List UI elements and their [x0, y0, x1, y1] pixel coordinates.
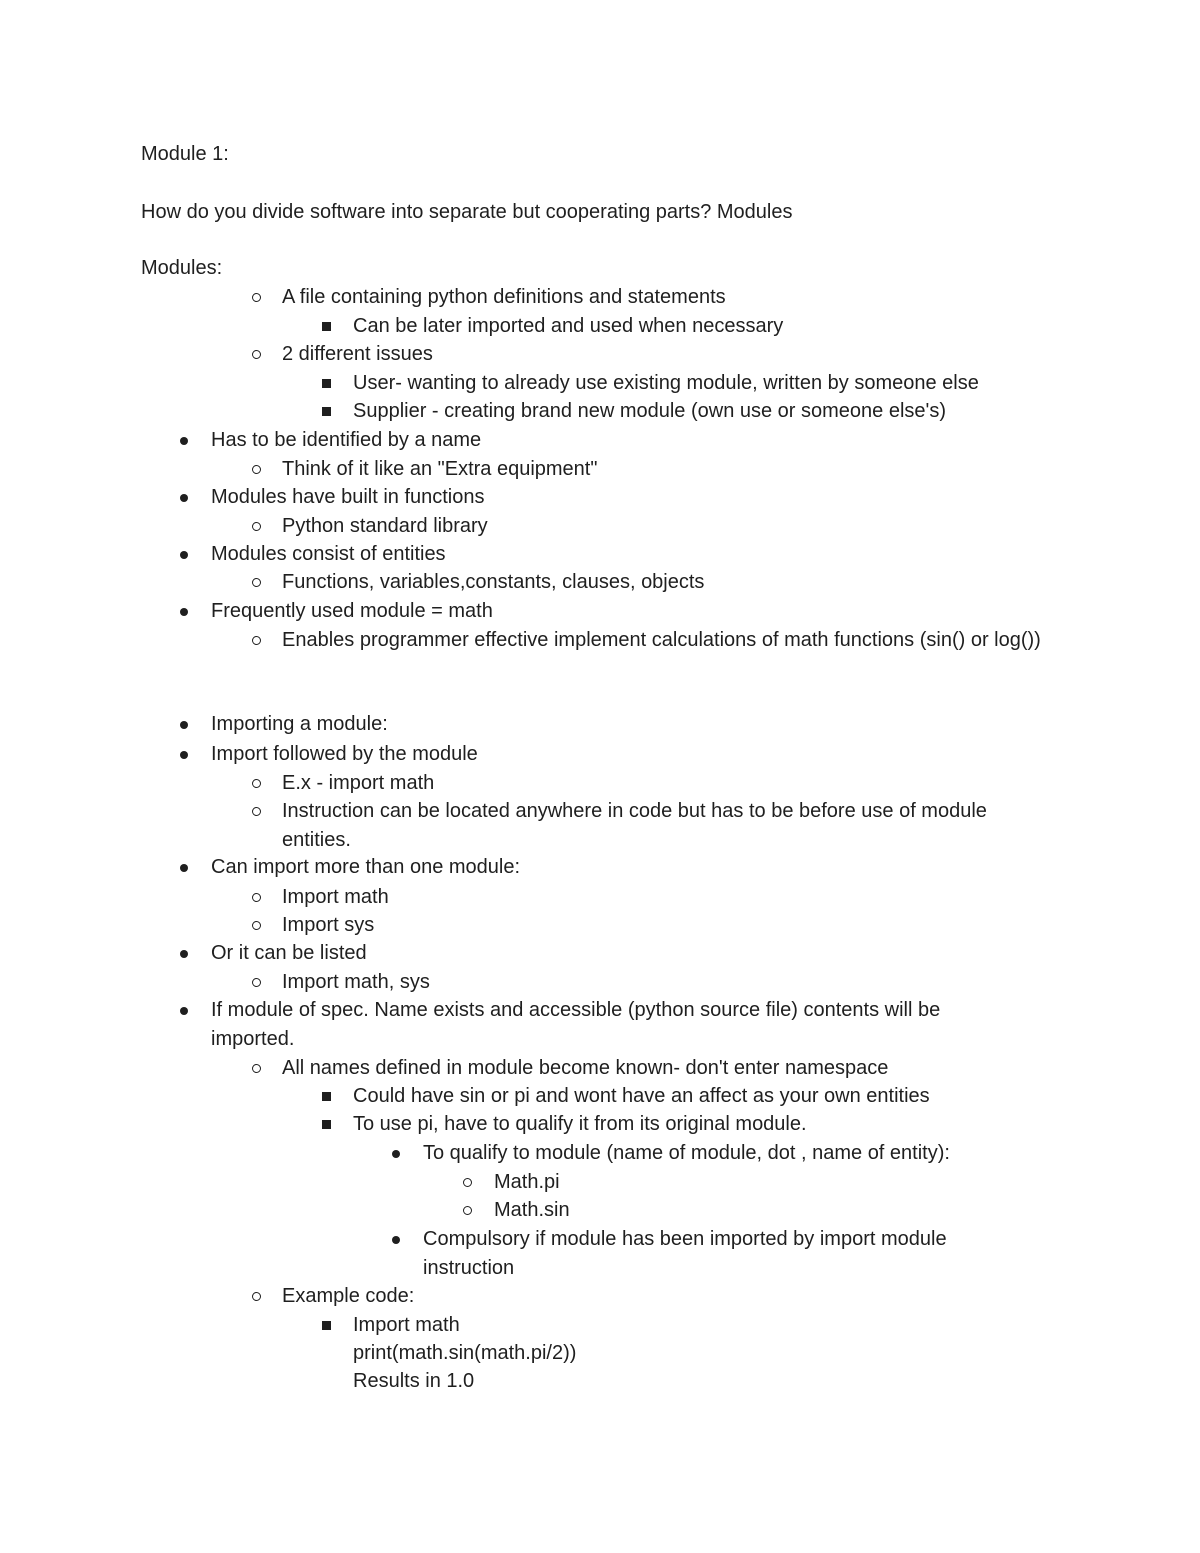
list-item: Importing a module:: [211, 713, 388, 735]
disc-bullet-icon: [174, 939, 194, 967]
list-item: Compulsory if module has been imported by import module instruction: [423, 1228, 947, 1279]
list-item: 2 different issues: [282, 343, 433, 365]
square-bullet-icon: [316, 312, 336, 340]
circle-bullet-icon: [246, 340, 266, 368]
circle-bullet-icon: [246, 568, 266, 596]
circle-bullet-icon: [457, 1168, 477, 1196]
disc-bullet-icon: [174, 740, 194, 768]
list-item: Supplier - creating brand new module (own use or someone else's): [353, 400, 947, 422]
disc-bullet-icon: [174, 853, 194, 881]
disc-bullet-icon: [174, 597, 194, 625]
disc-bullet-icon: [174, 540, 194, 568]
list-item: Example code:: [282, 1285, 415, 1307]
circle-bullet-icon: [246, 512, 266, 540]
code-line: print(math.sin(math.pi/2)): [353, 1342, 577, 1364]
disc-bullet-icon: [174, 996, 194, 1024]
circle-bullet-icon: [246, 283, 266, 311]
square-bullet-icon: [316, 397, 336, 425]
list-item: Import math: [353, 1314, 460, 1336]
list-item: Math.pi: [494, 1171, 560, 1193]
list-item: Math.sin: [494, 1199, 570, 1221]
circle-bullet-icon: [457, 1196, 477, 1224]
modules-heading: Modules:: [141, 257, 223, 279]
intro-question: How do you divide software into separate but cooperating parts? Modules: [141, 201, 793, 223]
circle-bullet-icon: [246, 968, 266, 996]
circle-bullet-icon: [246, 883, 266, 911]
list-item: Import sys: [282, 914, 375, 936]
circle-bullet-icon: [246, 1054, 266, 1082]
square-bullet-icon: [316, 1311, 336, 1339]
list-item: Has to be identified by a name: [211, 429, 482, 451]
list-item: User- wanting to already use existing module, written by someone else: [353, 372, 979, 394]
list-item: If module of spec. Name exists and accessible (python source file) contents will be imported.: [211, 999, 941, 1050]
circle-bullet-icon: [246, 455, 266, 483]
square-bullet-icon: [316, 1082, 336, 1110]
result-line: Results in 1.0: [353, 1370, 475, 1392]
square-bullet-icon: [316, 369, 336, 397]
disc-bullet-icon: [174, 483, 194, 511]
list-item: Import math: [282, 886, 389, 908]
list-item: A file containing python definitions and statements: [282, 286, 726, 308]
circle-bullet-icon: [246, 1282, 266, 1310]
list-item: Can be later imported and used when necessary: [353, 315, 784, 337]
list-item: Modules have built in functions: [211, 486, 485, 508]
list-item: Think of it like an "Extra equipment": [282, 458, 598, 480]
list-item: Or it can be listed: [211, 942, 367, 964]
list-item: Instruction can be located anywhere in code but has to be before use of module entities.: [282, 800, 987, 851]
list-item: Frequently used module = math: [211, 600, 493, 622]
list-item: Import followed by the module: [211, 743, 478, 765]
disc-bullet-icon: [174, 426, 194, 454]
list-item: Can import more than one module:: [211, 856, 521, 878]
circle-bullet-icon: [246, 797, 266, 825]
list-item: To use pi, have to qualify it from its original module.: [353, 1113, 807, 1135]
list-item: E.x - import math: [282, 772, 435, 794]
circle-bullet-icon: [246, 769, 266, 797]
square-bullet-icon: [316, 1110, 336, 1138]
list-item: All names defined in module become known- don't enter namespace: [282, 1057, 889, 1079]
list-item: Python standard library: [282, 515, 488, 537]
document-title: Module 1:: [141, 143, 229, 165]
list-item: Could have sin or pi and wont have an affect as your own entities: [353, 1085, 930, 1107]
circle-bullet-icon: [246, 626, 266, 654]
list-item: To qualify to module (name of module, dot , name of entity):: [423, 1142, 950, 1164]
list-item: Import math, sys: [282, 971, 430, 993]
list-item: Modules consist of entities: [211, 543, 446, 565]
disc-bullet-icon: [386, 1225, 406, 1253]
circle-bullet-icon: [246, 911, 266, 939]
list-item: Functions, variables,constants, clauses, objects: [282, 571, 705, 593]
list-item: Enables programmer effective implement calculations of math functions (sin() or log()): [282, 629, 1041, 651]
disc-bullet-icon: [174, 710, 194, 738]
disc-bullet-icon: [386, 1139, 406, 1167]
